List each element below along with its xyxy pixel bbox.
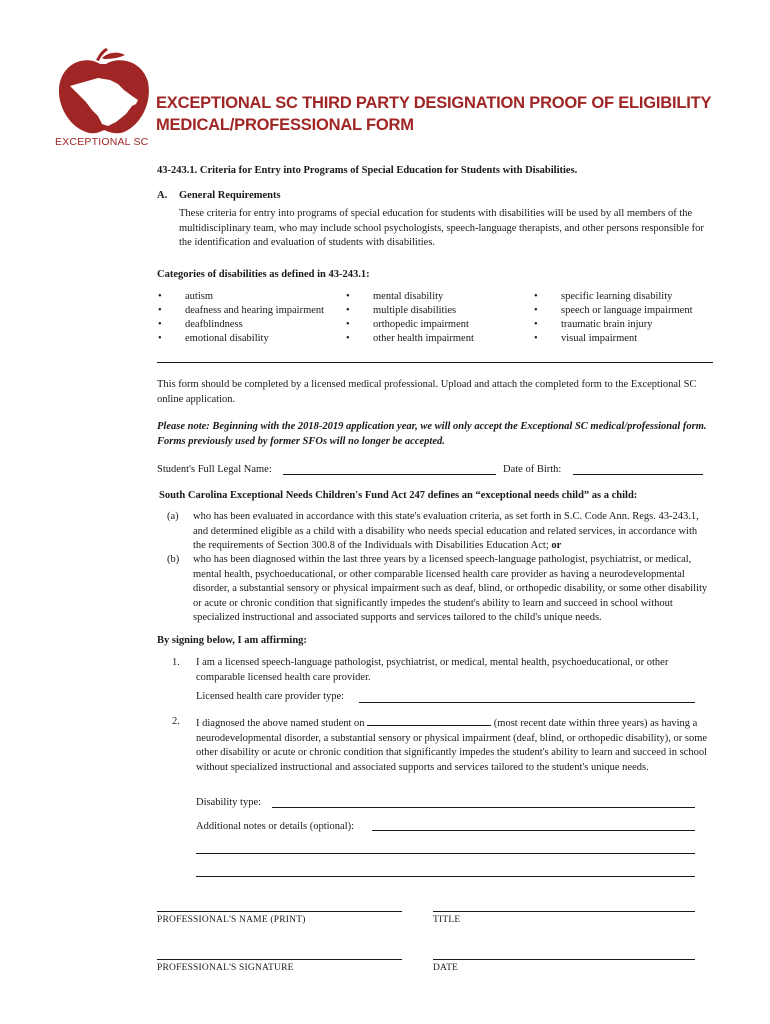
category-item: • autism <box>158 290 324 304</box>
disability-type-label: Disability type: <box>196 797 262 808</box>
diagnosis-date-field[interactable] <box>367 715 491 726</box>
affirm-item-1-marker: 1. <box>172 657 180 668</box>
category-item: • multiple disabilities <box>346 304 474 318</box>
notes-field-line-2[interactable] <box>196 853 695 854</box>
act-item-b-text: who has been diagnosed within the last three years by a licensed speech-language pathologist, psychiatrist, or medical, mental health, psychoeducational, or other comparable licensed health care provider as having a neurodevelopmental disorder, a substantial sensory or physical impairment such as deaf, blind, or orthopedic disability, or some other disability or acute or chronic condition that significantly impedes the student's ability to learn and succeed in school without specialized instructional and associated supports and services tailored to the child's unique needs. <box>193 554 708 623</box>
notes-label: Additional notes or details (optional): <box>196 821 355 832</box>
affirm-item-2-marker: 2. <box>172 716 180 727</box>
section-title: General Requirements <box>179 190 281 201</box>
affirm-item-2-pre: I diagnosed the above named student on <box>196 718 365 729</box>
signature-field[interactable] <box>157 959 402 960</box>
act-item-a-marker: (a) <box>167 511 179 522</box>
criteria-heading: 43-243.1. Criteria for Entry into Programs of Special Education for Students with Disabilities. <box>157 165 578 176</box>
section-divider <box>157 362 713 363</box>
category-item: • traumatic brain injury <box>534 318 693 332</box>
professional-name-field[interactable] <box>157 911 402 912</box>
act-item-a-text: who has been evaluated in accordance with this state's evaluation criteria, as set forth in S.C. Code Ann. Regs. 43-243.1, and determined eligible as a child with a disability who needs special education and related services, in accordance with the requirements of Section 300.8 of the Individuals with Disabilities Education Act; <box>193 511 699 551</box>
exceptional-sc-logo <box>52 44 162 136</box>
act-heading: South Carolina Exceptional Needs Children's Fund Act 247 defines an “exceptional needs child” as a child: <box>159 490 638 501</box>
submission-note: Please note: Beginning with the 2018-2019 application year, we will only accept the Exceptional SC medical/professional form. Forms previously used by former SFOs will no longer be accepted. <box>157 421 707 447</box>
notes-field-line-1[interactable] <box>372 830 695 831</box>
instructions-text: This form should be completed by a licensed medical professional. Upload and attach the completed form to the Exceptional SC online application. <box>157 379 697 405</box>
category-item: • specific learning disability <box>534 290 693 304</box>
affirm-item-2 <box>196 715 710 775</box>
categories-column-3 <box>534 290 693 346</box>
title-label: TITLE <box>433 915 461 925</box>
page-title: EXCEPTIONAL SC THIRD PARTY DESIGNATION PROOF OF ELIGIBILITY MEDICAL/PROFESSIONAL FORM <box>156 94 712 134</box>
category-item: • deafblindness <box>158 318 324 332</box>
category-item: • deafness and hearing impairment <box>158 304 324 318</box>
student-name-field[interactable] <box>283 474 496 475</box>
title-field[interactable] <box>433 911 695 912</box>
affirm-heading: By signing below, I am affirming: <box>157 635 307 646</box>
act-item-a <box>193 510 709 554</box>
criteria-body: These criteria for entry into programs of special education for students with disabilities will be used by all members of the multidisciplinary team, who may include school psychologists, speech-language therapists, and other persons responsible for the identification and evaluation of students with disabilities. <box>179 208 704 248</box>
affirm-item-1-text: I am a licensed speech-language pathologist, psychiatrist, or medical, mental health, psychoeducational, or other comparable licensed health care provider. <box>196 657 669 683</box>
signature-label: PROFESSIONAL'S SIGNATURE <box>157 963 294 973</box>
dob-label: Date of Birth: <box>503 464 562 475</box>
provider-type-field[interactable] <box>359 702 695 703</box>
date-field[interactable] <box>433 959 695 960</box>
act-item-b-marker: (b) <box>167 554 180 565</box>
disability-type-field[interactable] <box>272 807 695 808</box>
dob-field[interactable] <box>573 474 703 475</box>
categories-column-1 <box>158 290 324 346</box>
category-item: • emotional disability <box>158 332 324 346</box>
affirm-item-2-post: (most recent date within three years) as having a neurodevelopmental disorder, a substantial sensory or physical impairment (deaf, blind, or orthopedic disability), or some other disability or acute or chronic condition that significantly impedes the student's ability to learn and succeed in school without specialized instructional and associated supports and services tailored to the student's unique needs. <box>196 718 708 773</box>
category-item: • other health impairment <box>346 332 474 346</box>
section-marker: A. <box>157 190 168 201</box>
professional-name-label: PROFESSIONAL'S NAME (PRINT) <box>157 915 306 925</box>
category-item: • speech or language impairment <box>534 304 693 318</box>
categories-column-2 <box>346 290 474 346</box>
student-name-label: Student's Full Legal Name: <box>157 464 272 475</box>
provider-type-label: Licensed health care provider type: <box>196 691 345 702</box>
notes-field-line-3[interactable] <box>196 876 695 877</box>
act-item-a-or: or <box>551 540 562 551</box>
category-item: • visual impairment <box>534 332 693 346</box>
date-label: DATE <box>433 963 459 973</box>
category-item: • orthopedic impairment <box>346 318 474 332</box>
logo-org-name: EXCEPTIONAL SC <box>55 136 149 148</box>
categories-heading: Categories of disabilities as defined in 43-243.1: <box>157 269 370 280</box>
apple-logo-icon <box>52 44 162 136</box>
category-item: • mental disability <box>346 290 474 304</box>
